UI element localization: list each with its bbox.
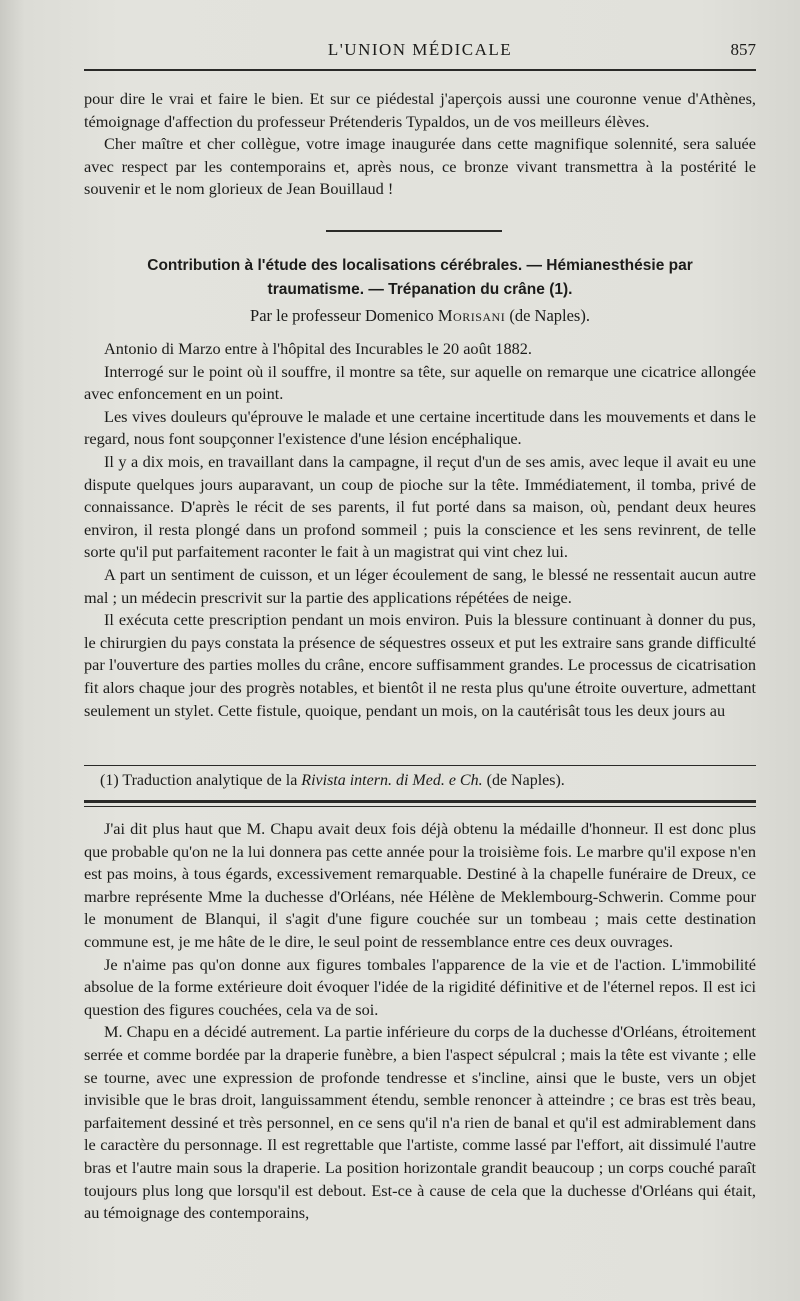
article-title-line: traumatisme. — Trépanation du crâne (1). [267, 281, 573, 298]
paragraph: Antonio di Marzo entre à l'hôpital des Incurables le 20 août 1882. [104, 339, 532, 358]
paragraph: Interrogé sur le point où il souffre, il montre sa tête, sur aquelle on remarque une cicatrice allongée avec enfoncement en un point. [84, 361, 756, 404]
byline-suffix: (de Naples). [509, 306, 590, 325]
footnote-rule [84, 765, 756, 766]
article-body [84, 338, 756, 722]
article-byline [84, 306, 756, 326]
footnote-prefix: (1) Traduction analytique de la [100, 772, 298, 789]
footnote-suffix: (de Naples). [486, 772, 565, 789]
paragraph: Les vives douleurs qu'éprouve le malade et une certaine incertitude dans les mouvements et dans le regard, nous font soupçonner l'existence d'une lésion encéphalique. [84, 406, 756, 449]
feuilleton-rule-thick [84, 800, 756, 803]
feuilleton-rule-thin [84, 806, 756, 807]
paragraph: Il exécuta cette prescription pendant un mois environ. Puis la blessure continuant à donner du pus, le chirurgien du pays constata la présence de séquestres osseux et put les extraire sans grande difficulté par l'ouverture des parties molles du crâne, encore suffisamment grandes. Le processus de cicatrisation fit alors chaque jour des progrès notables, et bientôt il ne resta plus qu'une étroite ouverture, admettant seulement un stylet. Cette fistule, quoique, pendant un mois, on la cautérisât tous les deux jours au [84, 610, 756, 720]
feuilleton-body [84, 818, 756, 1225]
header-rule [84, 69, 756, 71]
paragraph: Cher maître et cher collègue, votre image inaugurée dans cette magnifique solennité, sera saluée avec respect par les contemporains et, après nous, ce bronze vivant transmettra à la postérité le souvenir et le nom glorieux de Jean Bouillaud ! [84, 134, 756, 199]
paragraph: A part un sentiment de cuisson, et un léger écoulement de sang, le blessé ne ressentait aucun autre mal ; un médecin prescrivit sur la partie des applications répétées de neige. [84, 564, 756, 607]
article-title-line: Contribution à l'étude des localisations cérébrales. — Hémianesthésie par [147, 257, 693, 274]
paragraph: M. Chapu en a décidé autrement. La partie inférieure du corps de la duchesse d'Orléans, étroitement serrée et comme bordée par la draperie funèbre, a bien l'aspect sépulcral ; mais la tête est vivante ; elle se tourne, avec une expression de profonde tendresse et s'incline, ainsi que le buste, vers un objet invisible que le bras droit, languissamment étendu, semble renoncer à atteindre ; ce bras est très beau, parfaitement dessiné et très personnel, en ce sens qu'il n'a rien de banal et qu'il est admirablement dans le caractère du personnage. Il est regrettable que l'artiste, comme lassé par l'effort, ait dissimulé l'autre bras et l'autre main sous la draperie. La position horizontale grandit beaucoup ; un corps couché paraît toujours plus long que lorsqu'il est debout. Est-ce à cause de cela que la duchesse d'Orléans qui était, au témoignage des contemporains, [84, 1022, 756, 1223]
page-number: 857 [730, 40, 756, 59]
paragraph: Il y a dix mois, en travaillant dans la campagne, il reçut d'un de ses amis, avec leque il avait eu une dispute quelques jours auparavant, un coup de pioche sur la tête. Immédiatement, il tomba, privé de connaissance. D'après le récit de ses parents, il fut porté dans sa maison, où, pendant deux heures environ, il resta plongé dans un profond sommeil ; puis la conscience et les sens revinrent, de telle sorte qu'il put parfaitement raconter le fait à un magistrat qui vint chez lui. [84, 451, 756, 562]
paragraph: J'ai dit plus haut que M. Chapu avait deux fois déjà obtenu la médaille d'honneur. Il est donc plus que probable qu'on ne la lui donnera pas cette année pour la troisième fois. Le marbre qu'il expose n'en est pas moins, à tous égards, excessivement remarquable. Destiné à la chapelle funéraire de Dreux, ce marbre représente Mme la duchesse d'Orléans, née Hélène de Meklembourg-Schwerin. Comme pour le monument de Blanqui, il s'agit d'une figure couchée sur un tombeau ; mais cette destination commune est, je me hâte de le dire, le seul point de ressemblance entre ces deux ouvrages. [84, 819, 756, 951]
article-title [84, 254, 756, 302]
paragraph: pour dire le vrai et faire le bien. Et sur ce piédestal j'aperçois aussi une couronne venue d'Athènes, témoignage d'affection du professeur Prétenderis Typaldos, un de vos meilleurs élèves. [84, 89, 756, 131]
journal-title: Rivista intern. di Med. e Ch. [301, 772, 483, 789]
page-header [84, 38, 756, 62]
section-divider [326, 230, 502, 232]
running-title: L'UNION MÉDICALE [327, 40, 513, 59]
footnote [100, 772, 565, 790]
author-name: Morisani [437, 306, 506, 325]
paragraph: Je n'aime pas qu'on donne aux figures tombales l'apparence de la vie et de l'action. L'immobilité absolue de la forme extérieure doit évoquer l'idée de la rigidité définitive et de l'éternel repos. Il est ici question des figures couchées, cela va de soi. [84, 954, 756, 1019]
top-section [84, 88, 756, 201]
byline-prefix: Par le professeur Domenico [250, 306, 434, 325]
